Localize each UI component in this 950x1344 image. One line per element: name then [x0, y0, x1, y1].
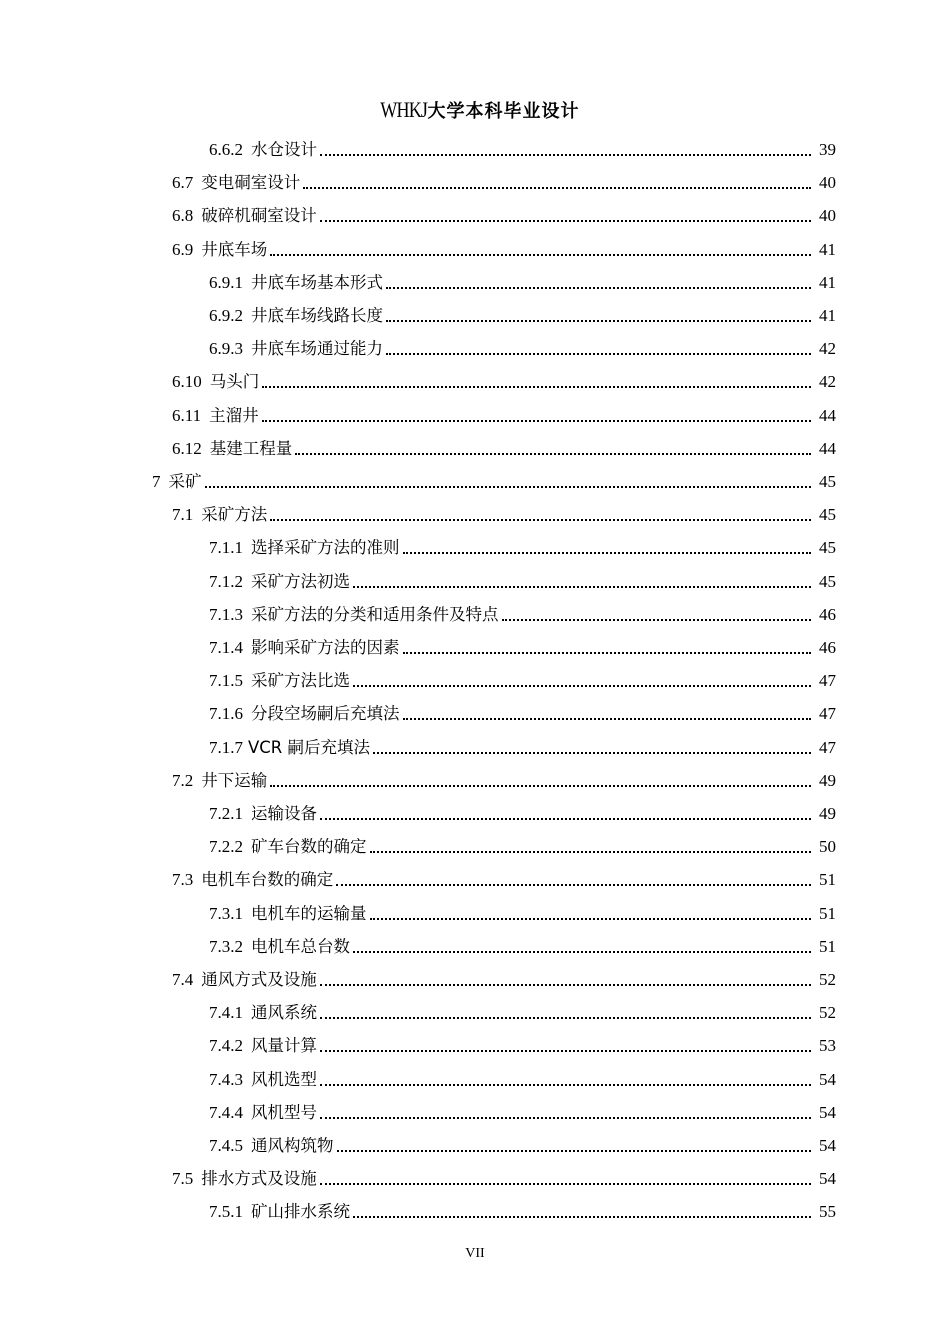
toc-dot-leader: [403, 652, 812, 654]
toc-entry-page: 41: [819, 306, 836, 325]
toc-entry-page: 49: [819, 804, 836, 823]
toc-entry-page: 47: [819, 704, 836, 724]
toc-entry-number: 6.9.2: [209, 306, 243, 325]
toc-entry-title: 风量计算: [251, 1036, 317, 1056]
toc-entry[interactable]: [172, 427, 836, 460]
toc-entry-title: 风机选型: [251, 1069, 317, 1089]
toc-entry-page: 41: [819, 272, 836, 292]
toc-dot-leader: [320, 1084, 811, 1086]
toc-entry-title: 通风构筑物: [251, 1136, 334, 1155]
toc-dot-leader: [320, 984, 811, 986]
toc-dot-leader: [320, 1117, 811, 1119]
toc-dot-leader: [502, 619, 812, 621]
toc-entry-page: 52: [819, 1003, 836, 1023]
toc-entry-page: 45: [819, 472, 836, 491]
toc-entry[interactable]: [172, 759, 836, 792]
toc-dot-leader: [270, 519, 811, 521]
toc-entry-title: 影响采矿方法的因素: [251, 638, 400, 657]
toc-entry-number: 6.11: [172, 405, 202, 425]
toc-entry-number: 7.5: [172, 1169, 194, 1189]
toc-entry[interactable]: [172, 493, 836, 526]
toc-entry-page: 51: [819, 903, 836, 923]
toc-entry[interactable]: [209, 560, 836, 593]
toc-entry-page: 39: [819, 140, 836, 159]
toc-dot-leader: [270, 254, 811, 256]
toc-entry-number: 7.3.1: [209, 903, 243, 923]
toc-entry-number: 7.4.4: [209, 1102, 243, 1122]
toc-entry-title: 电机车的运输量: [251, 903, 367, 923]
toc-entry-title: 通风方式及设施: [201, 970, 317, 989]
toc-dot-leader: [262, 420, 811, 422]
toc-entry-number: 7.4: [172, 970, 194, 989]
toc-entry[interactable]: [209, 925, 836, 958]
toc-entry-page: 46: [819, 604, 836, 624]
toc-entry[interactable]: [209, 1058, 836, 1091]
toc-dot-leader: [295, 453, 811, 455]
toc-entry-title: 通风系统: [251, 1003, 317, 1023]
header-institution-code: WHKJ: [380, 97, 428, 122]
toc-dot-leader: [370, 918, 812, 920]
toc-entry[interactable]: [209, 991, 836, 1024]
toc-entry[interactable]: [152, 460, 836, 493]
toc-entry[interactable]: [209, 327, 836, 360]
toc-dot-leader: [320, 154, 811, 156]
toc-entry[interactable]: [172, 394, 836, 427]
toc-entry-title: 破碎机硐室设计: [201, 206, 317, 226]
toc-entry-title: 变电硐室设计: [201, 173, 301, 193]
toc-entry-number: 7.1.2: [209, 571, 243, 591]
toc-dot-leader: [386, 353, 811, 355]
toc-entry-page: 51: [819, 870, 836, 890]
toc-dot-leader: [386, 287, 811, 289]
toc-entry-page: 41: [819, 239, 836, 259]
toc-dot-leader: [320, 1017, 811, 1019]
toc-entry-title: VCR 嗣后充填法: [248, 737, 371, 757]
toc-entry[interactable]: [209, 294, 836, 327]
toc-entry-number: 7.1.5: [209, 671, 243, 691]
toc-entry-title: 水仓设计: [251, 140, 317, 159]
toc-entry-title: 马头门: [209, 372, 260, 392]
toc-entry-page: 45: [819, 571, 836, 591]
toc-entry-title: 井底车场通过能力: [251, 339, 383, 359]
toc-entry-page: 47: [819, 671, 836, 691]
toc-entry-number: 7.1.3: [209, 604, 243, 624]
toc-entry-title: 井下运输: [201, 770, 268, 790]
toc-entry[interactable]: [172, 858, 836, 891]
toc-entry[interactable]: [172, 958, 836, 991]
toc-dot-leader: [386, 320, 811, 322]
toc-entry-number: 7.3: [172, 870, 194, 890]
toc-entry-title: 风机型号: [251, 1102, 317, 1122]
page-header: [0, 93, 950, 127]
toc-dot-leader: [320, 1050, 811, 1052]
toc-entry-number: 7.1.6: [209, 704, 243, 724]
toc-entry-number: 6.9.3: [209, 339, 243, 359]
toc-dot-leader: [270, 785, 811, 787]
toc-entry-page: 50: [819, 837, 836, 857]
toc-entry[interactable]: [209, 593, 836, 626]
toc-entry-number: 6.7: [172, 173, 194, 193]
toc-entry-page: 53: [819, 1036, 836, 1056]
toc-entry-number: 7.2: [172, 770, 194, 790]
toc-dot-leader: [353, 1216, 811, 1218]
toc-dot-leader: [353, 685, 811, 687]
toc-entry-page: 54: [819, 1169, 836, 1189]
page-number: VII: [465, 1246, 485, 1261]
toc-entry-title: 采矿方法的分类和适用条件及特点: [251, 604, 499, 624]
toc-entry-number: 7.3.2: [209, 936, 243, 956]
toc-entry-title: 矿山排水系统: [251, 1202, 350, 1222]
toc-entry-page: 49: [819, 770, 836, 790]
toc-entry[interactable]: [209, 892, 836, 925]
toc-dot-leader: [320, 220, 811, 222]
toc-entry-number: 7.2.2: [209, 837, 243, 857]
toc-entry-number: 7.1.1: [209, 538, 243, 558]
toc-entry-title: 采矿方法比选: [251, 671, 350, 691]
toc-entry[interactable]: [209, 825, 836, 858]
toc-entry[interactable]: [209, 792, 836, 825]
toc-entry[interactable]: [172, 161, 836, 194]
toc-entry[interactable]: [209, 659, 836, 692]
toc-entry-number: 6.9.1: [209, 272, 243, 292]
toc-entry-number: 7: [152, 472, 161, 491]
toc-dot-leader: [403, 552, 812, 554]
toc-entry-page: 51: [819, 936, 836, 956]
toc-entry-title: 电机车总台数: [251, 936, 350, 956]
toc-entry[interactable]: [172, 228, 836, 261]
toc-entry-page: 54: [819, 1069, 836, 1089]
toc-entry-page: 55: [819, 1202, 836, 1222]
toc-entry-page: 47: [819, 737, 836, 757]
toc-dot-leader: [303, 187, 811, 189]
toc-entry-title: 井底车场: [201, 239, 268, 259]
toc-entry-number: 7.1: [172, 505, 194, 525]
toc-entry-number: 6.8: [172, 206, 194, 226]
toc-entry-title: 采矿方法初选: [251, 571, 350, 591]
toc-entry[interactable]: [209, 692, 836, 725]
toc-dot-leader: [320, 818, 811, 820]
toc-entry-page: 45: [819, 505, 836, 525]
toc-entry-title: 运输设备: [251, 804, 317, 823]
toc-entry-title: 矿车台数的确定: [251, 837, 367, 857]
toc-entry-title: 采矿方法: [201, 505, 268, 525]
toc-entry-number: 6.6.2: [209, 140, 243, 159]
toc-entry-title: 分段空场嗣后充填法: [251, 704, 400, 724]
toc-entry-title: 排水方式及设施: [201, 1169, 317, 1189]
toc-dot-leader: [403, 718, 812, 720]
toc-entry[interactable]: [209, 261, 836, 294]
toc-entry[interactable]: [172, 1157, 836, 1190]
toc-entry-page: 42: [819, 339, 836, 359]
toc-entry-number: 7.2.1: [209, 804, 243, 823]
toc-dot-leader: [373, 752, 811, 754]
toc-entry-number: 6.9: [172, 239, 194, 259]
toc-entry-title: 电机车台数的确定: [201, 870, 334, 890]
toc-dot-leader: [337, 1150, 812, 1152]
toc-entry-number: 7.4.1: [209, 1003, 243, 1023]
toc-entry-number: 6.10: [172, 372, 202, 392]
toc-entry-number: 6.12: [172, 438, 202, 458]
toc-dot-leader: [370, 851, 812, 853]
toc-dot-leader: [353, 951, 811, 953]
header-title: 大学本科毕业设计: [427, 101, 580, 122]
toc-entry-page: 44: [819, 405, 836, 425]
toc-entry-title: 选择采矿方法的准则: [251, 538, 400, 558]
toc-dot-leader: [320, 1183, 811, 1185]
toc-entry[interactable]: [209, 726, 836, 759]
toc-entry-page: 44: [819, 438, 836, 458]
toc-entry-number: 7.1.7: [209, 737, 243, 757]
toc-entry[interactable]: [209, 128, 836, 161]
toc-entry-page: 45: [819, 538, 836, 558]
toc-entry-title: 井底车场线路长度: [251, 306, 383, 325]
toc-dot-leader: [262, 386, 811, 388]
toc-entry-title: 采矿: [168, 472, 202, 491]
toc-entry[interactable]: [209, 1024, 836, 1057]
toc-entry-number: 7.4.2: [209, 1036, 243, 1056]
toc-entry[interactable]: [172, 194, 836, 227]
toc-entry-number: 7.5.1: [209, 1202, 243, 1222]
toc-entry-page: 42: [819, 372, 836, 392]
toc-entry-number: 7.1.4: [209, 638, 243, 657]
toc-entry[interactable]: [209, 626, 836, 659]
toc-dot-leader: [336, 884, 811, 886]
toc-entry-page: 54: [819, 1102, 836, 1122]
toc-entry-page: 40: [819, 206, 836, 226]
toc-entry[interactable]: [172, 360, 836, 393]
toc-entry-page: 54: [819, 1136, 836, 1155]
toc-dot-leader: [205, 486, 812, 488]
toc-entry-page: 52: [819, 970, 836, 989]
toc-entry-page: 46: [819, 638, 836, 657]
toc-entry[interactable]: [209, 1124, 836, 1157]
toc-entry-page: 40: [819, 173, 836, 193]
toc-entry-title: 基建工程量: [209, 438, 293, 458]
toc-entry-title: 主溜井: [209, 405, 259, 425]
toc-entry[interactable]: [209, 1190, 836, 1223]
toc-entry-title: 井底车场基本形式: [251, 272, 383, 292]
toc-entry[interactable]: [209, 526, 836, 559]
toc-dot-leader: [353, 586, 811, 588]
toc-entry-number: 7.4.3: [209, 1069, 243, 1089]
toc-entry[interactable]: [209, 1091, 836, 1124]
toc-entry-number: 7.4.5: [209, 1136, 243, 1155]
